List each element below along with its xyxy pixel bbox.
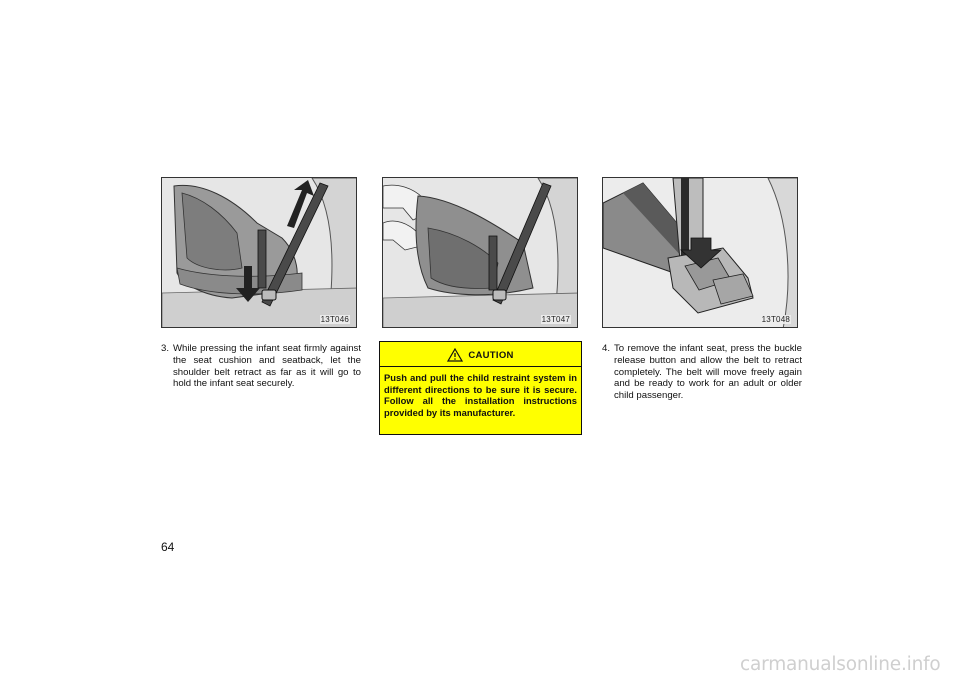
watermark: carmanualsonline.info xyxy=(740,654,941,675)
infant-seat-belt-retract-illustration xyxy=(162,178,357,328)
figure-infant-seat-push-pull xyxy=(382,177,578,328)
warning-triangle-icon xyxy=(447,348,463,362)
caution-divider xyxy=(380,366,581,367)
buckle-release-button-illustration xyxy=(603,178,798,328)
step-4 xyxy=(602,343,802,402)
step-number: 3. xyxy=(161,343,170,354)
step-3 xyxy=(161,343,361,390)
step-number: 4. xyxy=(602,343,611,354)
step-text: While pressing the infant seat firmly against the seat cushion and seatback, let the shoulder belt retract as far as it will go to hold the infant seat securely. xyxy=(173,343,361,390)
infant-seat-push-pull-illustration xyxy=(383,178,578,328)
figure-code: 13T047 xyxy=(541,315,570,324)
caution-header xyxy=(380,346,581,364)
caution-box xyxy=(379,341,582,435)
caution-body: Push and pull the child restraint system in different directions to be sure it is secure. Follow all the installation instructions provided by its manufacturer. xyxy=(384,372,577,418)
step-text: To remove the infant seat, press the buckle release button and allow the belt to retract completely. The belt will move freely again and be ready to work for an adult or older child passenger. xyxy=(614,343,802,402)
figure-buckle-release xyxy=(602,177,798,328)
figure-code: 13T046 xyxy=(320,315,349,324)
page-number: 64 xyxy=(161,540,175,554)
figure-code: 13T048 xyxy=(761,315,790,324)
caution-title: CAUTION xyxy=(468,349,514,361)
figure-infant-seat-retract xyxy=(161,177,357,328)
